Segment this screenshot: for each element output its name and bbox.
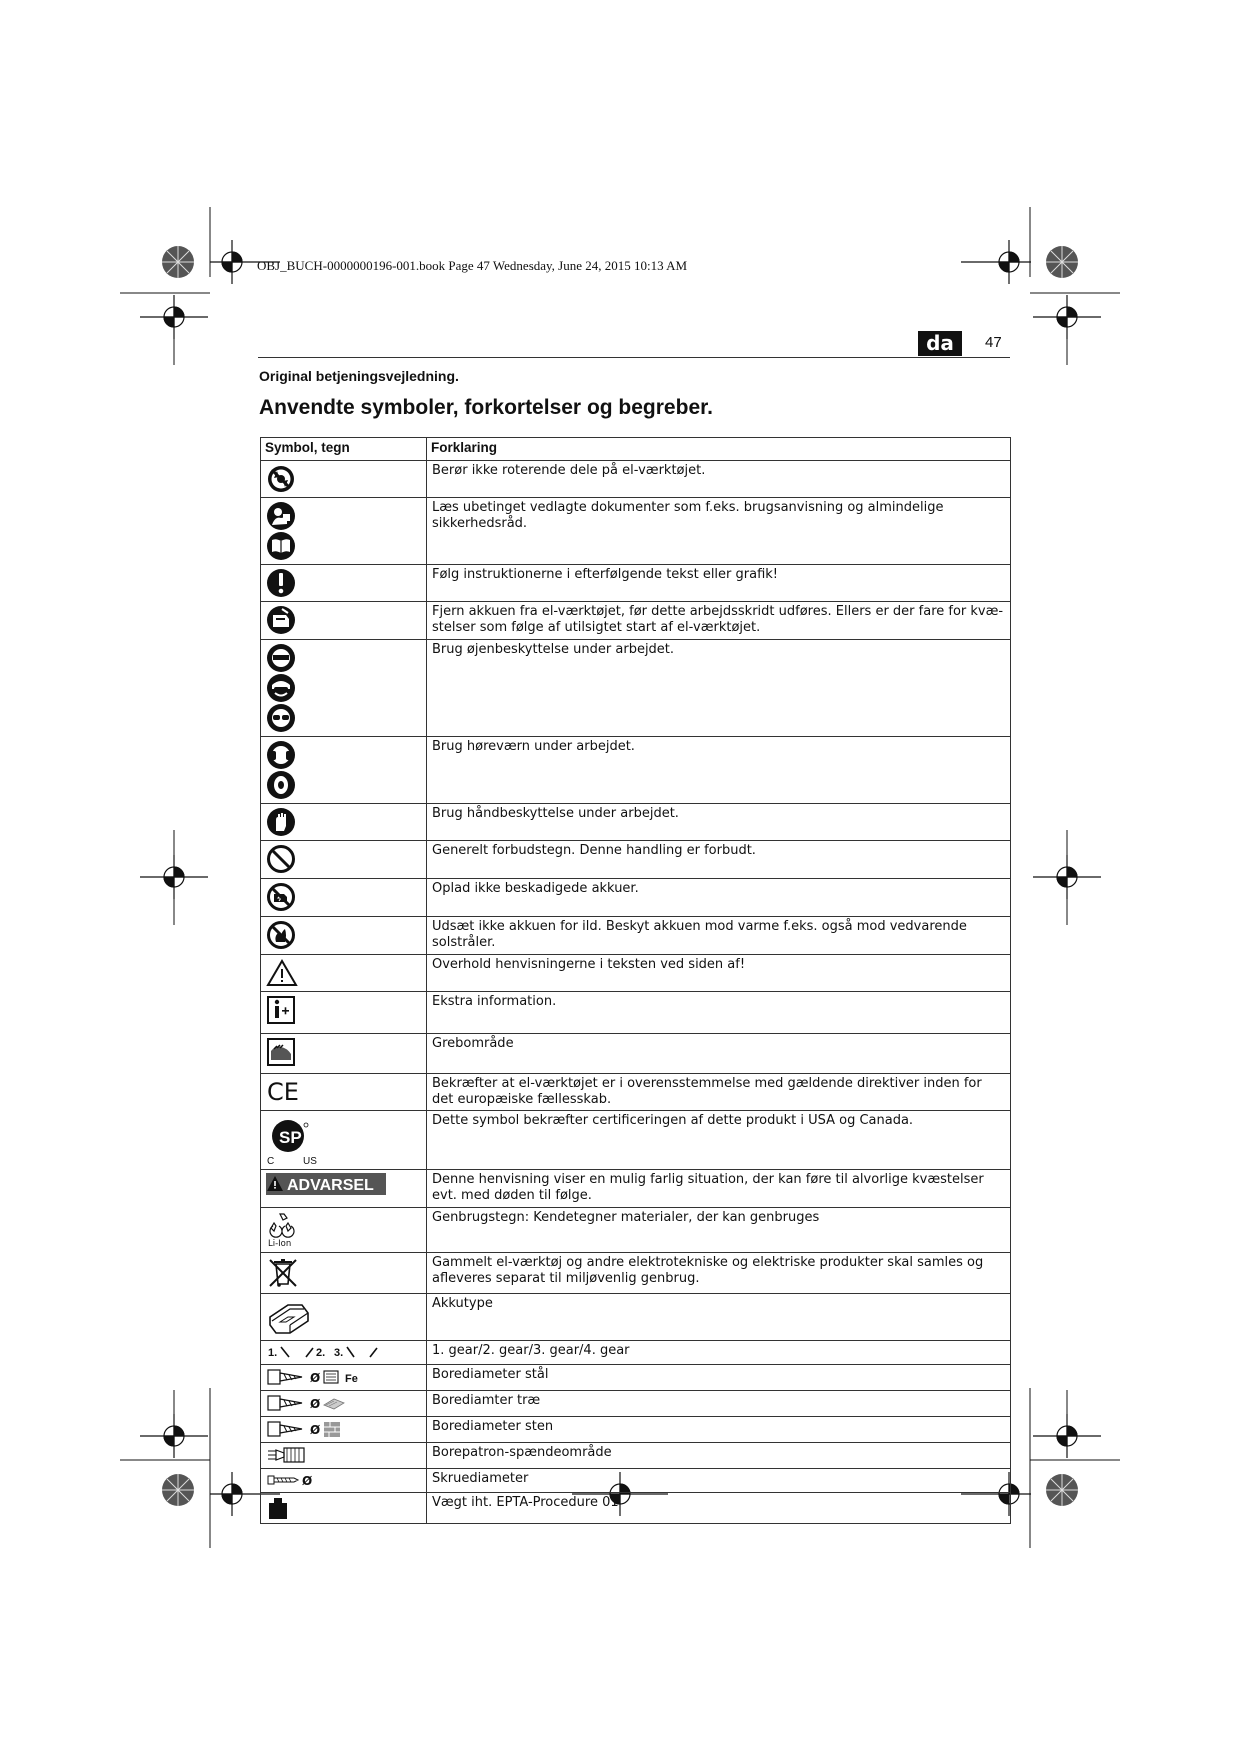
explanation-text: Læs ubetinget vedlagte dokumenter som f.eks. brugsanvisning og almindelige sikkerhedsråd.	[427, 498, 1011, 565]
symbols-table	[260, 437, 1011, 1524]
glasses-icon	[266, 703, 296, 733]
drill-wood-icon	[266, 1393, 386, 1413]
table-row	[261, 1391, 1011, 1417]
explanation-text: Udsæt ikke akkuen for ild. Beskyt akkuen mod varme f.eks. også mod vedvarende solstråler.	[427, 917, 1011, 955]
table-row	[261, 1365, 1011, 1391]
warning-label-icon	[266, 1173, 386, 1195]
explanation-text: 1. gear/2. gear/3. gear/4. gear	[427, 1341, 1011, 1365]
weee-bin-icon	[266, 1256, 300, 1290]
drill-steel-icon	[266, 1367, 386, 1387]
book-icon	[266, 531, 296, 561]
table-row	[261, 992, 1011, 1034]
explanation-text: Generelt forbudstegn. Denne handling er forbudt.	[427, 841, 1011, 879]
svg-text:CE: CE	[267, 1078, 299, 1105]
table-row	[261, 1074, 1011, 1111]
svg-text:C: C	[267, 1156, 275, 1166]
table-row	[261, 804, 1011, 841]
table-row	[261, 1341, 1011, 1365]
svg-text:3.: 3.	[334, 1347, 344, 1359]
table-header-explanation: Forklaring	[427, 438, 1011, 461]
table-row	[261, 1034, 1011, 1074]
prohibition-icon	[266, 844, 296, 874]
explanation-text: Akkutype	[427, 1294, 1011, 1341]
table-row	[261, 640, 1011, 737]
svg-text:ADVARSEL: ADVARSEL	[287, 1177, 374, 1194]
explanation-text: Skruediameter	[427, 1469, 1011, 1493]
weight-icon	[266, 1495, 290, 1521]
document-subtitle: Original betjeningsvejledning.	[259, 368, 459, 384]
table-row	[261, 1443, 1011, 1469]
explanation-text: Vægt iht. EPTA-Procedure 01	[427, 1493, 1011, 1524]
explanation-text: Dette symbol bekræfter certificeringen af dette produkt i USA og Canada.	[427, 1111, 1011, 1170]
explanation-text: Bekræfter at el-værktøjet er i overensstemmelse med gældende direktiver inden for det europæiske fællesskab.	[427, 1074, 1011, 1111]
table-row	[261, 1111, 1011, 1170]
explanation-text: Borepatron-spændeområde	[427, 1443, 1011, 1469]
explanation-text: Brug øjenbeskyttelse under arbejdet.	[427, 640, 1011, 737]
battery-pack-icon	[266, 1297, 312, 1337]
chuck-range-icon	[266, 1445, 386, 1465]
gear-selector-icon	[266, 1343, 386, 1361]
ear-protection-icon	[266, 770, 296, 800]
svg-text:1.: 1.	[268, 1347, 278, 1359]
explanation-text: Denne henvisning viser en mulig farlig situation, der kan føre til alvorlige kvæstelser evt. med døden til følge.	[427, 1170, 1011, 1208]
explanation-text: Brug håndbeskyttelse under arbejdet.	[427, 804, 1011, 841]
ear-muffs-icon	[266, 740, 296, 770]
page-number: 47	[985, 334, 1002, 351]
svg-text:2.: 2.	[316, 1347, 326, 1359]
explanation-text: Brug høreværn under arbejdet.	[427, 737, 1011, 804]
svg-text:Ø: Ø	[310, 1371, 321, 1385]
explanation-text: Borediameter stål	[427, 1365, 1011, 1391]
svg-text:Fe: Fe	[345, 1373, 358, 1385]
csa-mark-icon	[266, 1114, 328, 1166]
table-row	[261, 498, 1011, 565]
svg-text:US: US	[303, 1156, 317, 1166]
drill-stone-icon	[266, 1419, 386, 1439]
explanation-text: Oplad ikke beskadigede akkuer.	[427, 879, 1011, 917]
explanation-text: Borediamter træ	[427, 1391, 1011, 1417]
table-row	[261, 917, 1011, 955]
face-shield-icon	[266, 643, 296, 673]
exclamation-icon	[266, 568, 296, 598]
grip-area-icon	[266, 1037, 296, 1067]
header-rule	[258, 357, 1010, 358]
svg-text:SP: SP	[279, 1128, 302, 1147]
table-row	[261, 737, 1011, 804]
no-touch-rotating-icon	[266, 464, 296, 494]
table-row	[261, 1170, 1011, 1208]
table-row	[261, 1493, 1011, 1524]
print-slug: OBJ_BUCH-0000000196-001.book Page 47 Wednesday, June 24, 2015 10:13 AM	[257, 258, 688, 273]
language-badge: da	[918, 331, 962, 356]
no-charge-damaged-battery-icon	[266, 882, 296, 912]
table-header-row	[261, 438, 1011, 461]
svg-text:Ø: Ø	[310, 1423, 321, 1437]
explanation-text: Følg instruktionerne i efterfølgende tekst eller grafik!	[427, 565, 1011, 602]
table-row	[261, 841, 1011, 879]
explanation-text: Grebområde	[427, 1034, 1011, 1074]
svg-text:Ø: Ø	[310, 1397, 321, 1411]
gloves-icon	[266, 807, 296, 837]
explanation-text: Gammelt el-værktøj og andre elektrotekniske og elektriske produkter skal samles og afleveres separat til miljøvenlig genbrug.	[427, 1253, 1011, 1294]
table-row	[261, 1253, 1011, 1294]
remove-battery-icon	[266, 605, 296, 635]
table-row	[261, 565, 1011, 602]
screw-diameter-icon	[266, 1471, 386, 1489]
table-header-symbol: Symbol, tegn	[261, 438, 427, 461]
warning-triangle-icon	[266, 958, 298, 988]
info-icon	[266, 995, 296, 1025]
table-row	[261, 1469, 1011, 1493]
explanation-text: Borediameter sten	[427, 1417, 1011, 1443]
explanation-text: Fjern akkuen fra el-værktøjet, før dette arbejdsskridt udføres. Ellers er der fare for kvæstelser som følge af utilsigtet start af el-værktøjet.	[427, 602, 1011, 640]
table-row	[261, 1294, 1011, 1341]
ce-mark-icon	[266, 1077, 300, 1105]
svg-text:Li-Ion: Li-Ion	[268, 1239, 292, 1249]
svg-text:Ø: Ø	[302, 1474, 313, 1488]
table-row	[261, 461, 1011, 498]
page-title: Anvendte symboler, forkortelser og begreber.	[259, 396, 713, 419]
no-fire-icon	[266, 920, 296, 950]
recycling-li-ion-icon	[266, 1211, 302, 1249]
explanation-text: Overhold henvisningerne i teksten ved siden af!	[427, 955, 1011, 992]
table-row	[261, 879, 1011, 917]
explanation-text: Genbrugstegn: Kendetegner materialer, der kan genbruges	[427, 1208, 1011, 1253]
table-row	[261, 1208, 1011, 1253]
explanation-text: Berør ikke roterende dele på el-værktøjet.	[427, 461, 1011, 498]
table-row	[261, 1417, 1011, 1443]
safety-goggles-icon	[266, 673, 296, 703]
read-manual-icon	[266, 501, 296, 531]
explanation-text: Ekstra information.	[427, 992, 1011, 1034]
table-row	[261, 955, 1011, 992]
table-row	[261, 602, 1011, 640]
